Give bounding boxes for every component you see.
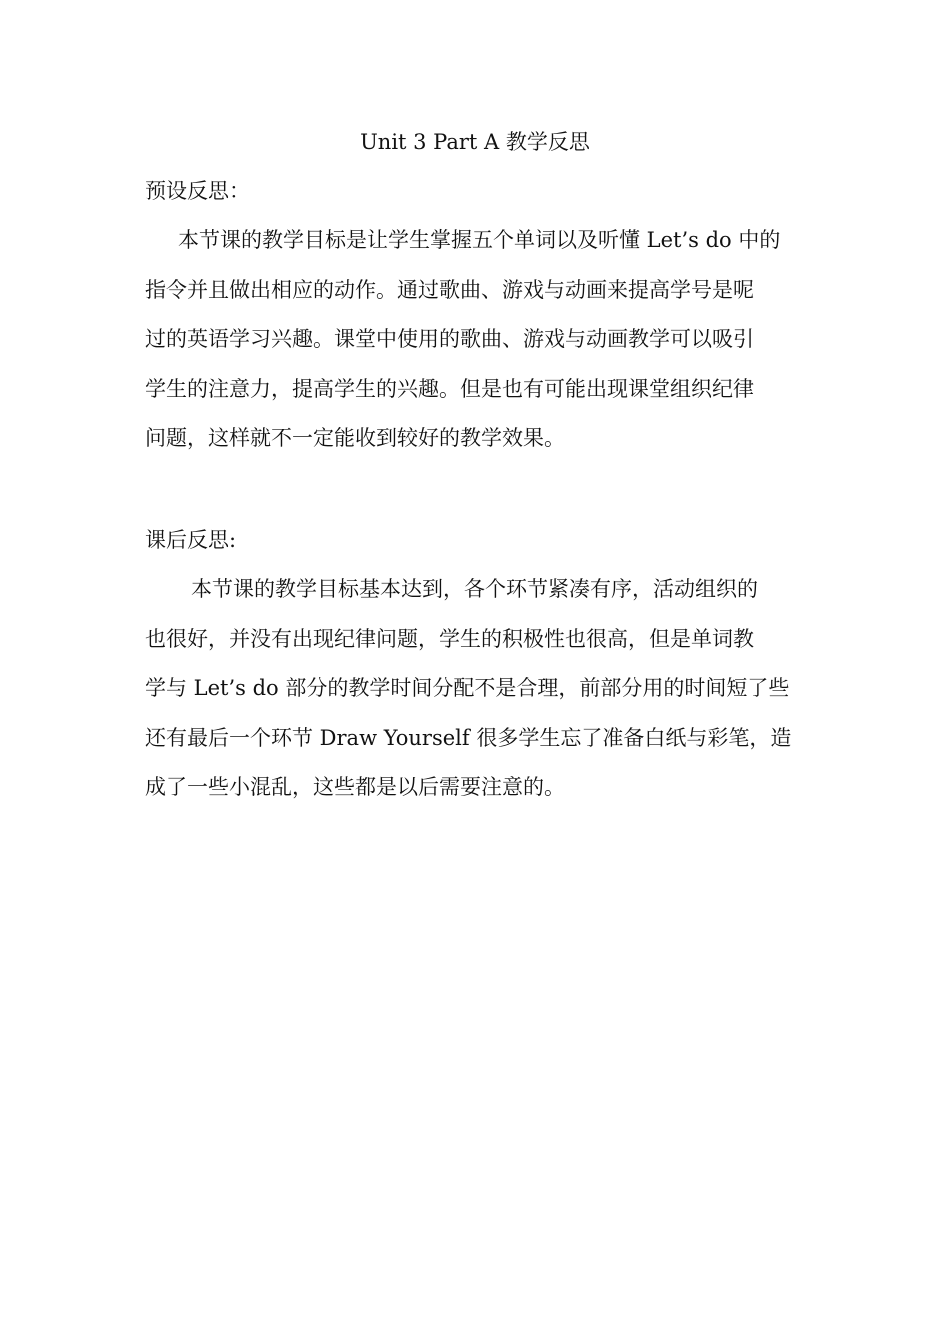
paragraph-line: 本节课的教学目标基本达到，各个环节紧凑有序，活动组织的 <box>191 577 758 601</box>
paragraph-post-class-reflection <box>145 565 810 813</box>
paragraph-line: 指令并且做出相应的动作。通过歌曲、游戏与动画来提高学号是呢 <box>145 277 754 302</box>
paragraph-line: 学生的注意力，提高学生的兴趣。但是也有可能出现课堂组织纪律 <box>145 376 754 401</box>
paragraph-line: 成了一些小混乱，这些都是以后需要注意的。 <box>145 775 565 799</box>
paragraph-line: 问题，这样就不一定能收到较好的教学效果。 <box>145 426 565 450</box>
section-heading-preset-reflection: 预设反思： <box>145 179 250 203</box>
document-title: Unit 3 Part A 教学反思 <box>360 130 590 154</box>
paragraph-preset-reflection <box>145 216 810 464</box>
paragraph-line: 学与 Let’s do 部分的教学时间分配不是合理，前部分用的时间短了些 <box>145 676 790 700</box>
paragraph-line: 还有最后一个环节 Draw Yourself 很多学生忘了准备白纸与彩笔，造 <box>145 725 792 750</box>
paragraph-line: 本节课的教学目标是让学生掌握五个单词以及听懂 Let’s do 中的 <box>178 228 781 252</box>
paragraph-line: 也很好，并没有出现纪律问题，学生的积极性也很高，但是单词教 <box>145 626 754 651</box>
paragraph-line: 过的英语学习兴趣。课堂中使用的歌曲、游戏与动画教学可以吸引 <box>145 327 754 351</box>
section-heading-post-class-reflection: 课后反思: <box>145 528 237 552</box>
